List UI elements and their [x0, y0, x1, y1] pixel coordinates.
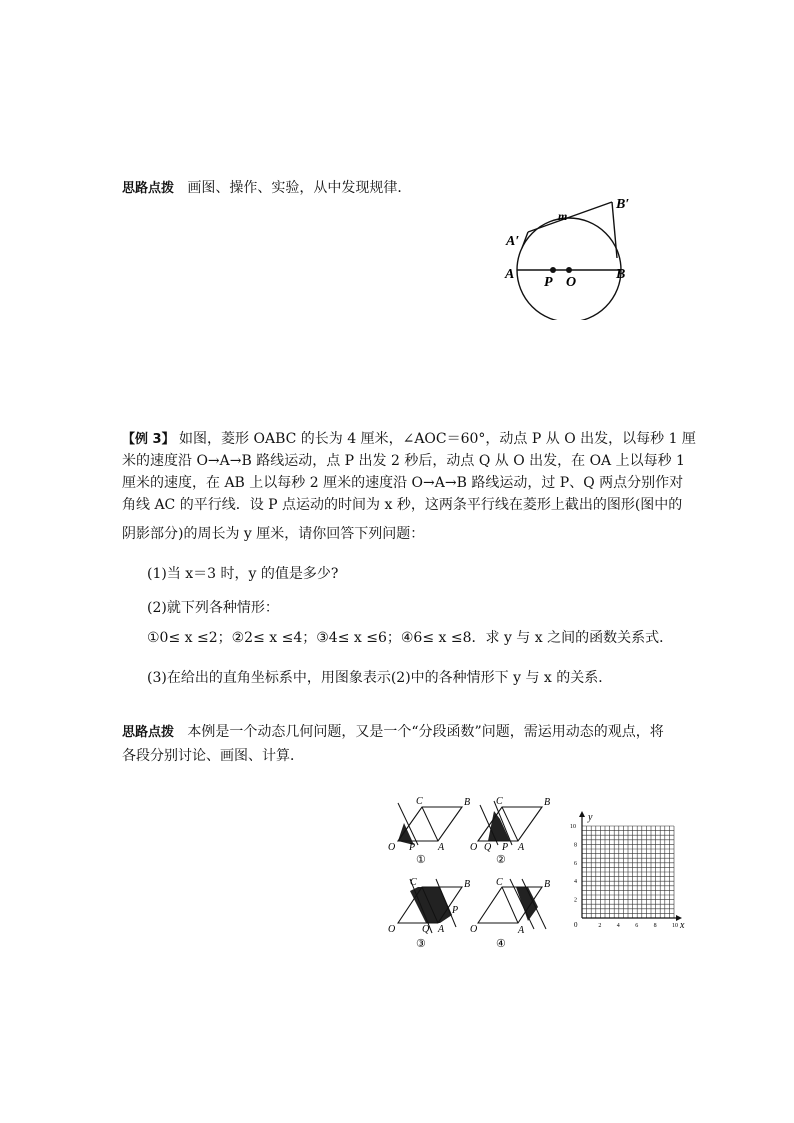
coordinate-grid [568, 808, 688, 930]
label-b: B [616, 267, 626, 282]
shaded-region [488, 811, 510, 841]
question-2: (2)就下列各种情形： [147, 600, 279, 616]
rhombus-figure-3 [388, 877, 470, 950]
origin-label: 0 [574, 921, 578, 929]
x-tick-label: 10 [672, 923, 678, 929]
figure-number: ④ [496, 938, 506, 950]
rhombus-figure-2 [470, 796, 550, 866]
x-tick-label: 2 [598, 923, 602, 929]
label-c: C [416, 796, 423, 807]
rhombus-figure-1 [388, 796, 470, 866]
hint2-text-1: 本例是一个动态几何问题，又是一个“分段函数”问题，需运用动态的观点，将 [187, 724, 664, 740]
label-q: Q [422, 924, 430, 935]
diagonal-ac [422, 807, 438, 841]
figure-number: ③ [416, 938, 426, 950]
circle-figure [500, 190, 650, 320]
label-a: A [505, 267, 515, 282]
label-c: C [496, 796, 503, 807]
grid-lines [582, 826, 674, 918]
hint1-label: 思路点拨 [122, 181, 175, 196]
example3-line-5: 阴影部分)的周长为 y 厘米，请你回答下列问题： [122, 526, 425, 542]
y-tick-label: 8 [574, 842, 577, 849]
diagonal-ac [502, 887, 518, 923]
label-o: O [388, 924, 396, 935]
label-a: A [518, 925, 525, 936]
x-axis-label: x [680, 920, 685, 930]
label-o: O [388, 842, 396, 853]
shaded-region [516, 887, 538, 921]
label-p: P [502, 842, 509, 853]
label-o: O [470, 924, 478, 935]
label-aprime: A′ [506, 234, 520, 249]
hint2-line-1 [122, 722, 664, 743]
label-q: Q [484, 842, 492, 853]
rhombus-figure-4 [470, 877, 550, 950]
y-tick-label: 4 [574, 879, 577, 886]
label-o: O [566, 275, 577, 290]
y-tick-label: 6 [574, 860, 577, 867]
example3-label: 【例 3】 [122, 432, 175, 447]
label-p: P [452, 905, 459, 916]
label-c: C [496, 877, 503, 888]
label-b: B [544, 879, 551, 890]
question-1: (1)当 x＝3 时，y 的值是多少? [147, 566, 339, 582]
x-tick-label: 4 [616, 923, 620, 929]
x-tick-label: 8 [653, 923, 657, 929]
question-2-cases: ①0≤ x ≤2；②2≤ x ≤4；③4≤ x ≤6；④6≤ x ≤8．求 y 与 x 之间的函数关系式． [147, 630, 674, 646]
y-axis-label: y [588, 812, 593, 823]
x-tick-labels [598, 923, 678, 929]
label-b: B [464, 879, 471, 890]
shaded-region [410, 887, 452, 923]
label-bprime: B′ [616, 197, 630, 212]
label-o: O [470, 842, 478, 853]
label-p: P [409, 842, 416, 853]
y-tick-labels [570, 824, 577, 904]
rhombus-figures [380, 795, 565, 960]
example3-line-1 [122, 429, 696, 450]
example3-text-1: 如图，菱形 OABC 的长为 4 厘米，∠AOC＝60°，动点 P 从 O 出发，以每秒 1 厘 [179, 431, 696, 447]
hint2-label: 思路点拨 [122, 725, 175, 740]
label-b: B [544, 797, 551, 808]
point-p [550, 267, 556, 273]
x-tick-label: 6 [635, 923, 639, 929]
y-tick-label: 10 [570, 824, 576, 830]
label-a: A [438, 842, 445, 853]
y-tick-label: 2 [574, 897, 577, 904]
label-c: C [410, 877, 417, 888]
figure-number: ① [416, 854, 426, 866]
example3-line-4: 角线 AC 的平行线．设 P 点运动的时间为 x 秒，这两条平行线在菱形上截出的图形(图中的 [122, 497, 683, 513]
question-3: (3)在给出的直角坐标系中，用图象表示(2)中的各种情形下 y 与 x 的关系． [147, 670, 613, 686]
example3-line-2: 米的速度沿 O→A→B 路线运动，点 P 出发 2 秒后，动点 Q 从 O 出发，在 OA 上以每秒 1 [122, 453, 685, 469]
hint1-line [122, 178, 411, 199]
y-axis-arrow [579, 811, 585, 817]
example3-line-3: 厘米的速度，在 AB 上以每秒 2 厘米的速度沿 O→A→B 路线运动，过 P、Q 两点分别作对 [122, 475, 684, 491]
hint1-text: 画图、操作、实验，从中发现规律． [187, 180, 412, 196]
label-m: m [558, 209, 568, 223]
label-a: A [438, 924, 445, 935]
label-a: A [518, 842, 525, 853]
label-p: P [544, 275, 553, 290]
hint2-line-2: 各段分别讨论、画图、计算． [122, 748, 304, 764]
figure-number: ② [496, 854, 506, 866]
point-o [566, 267, 572, 273]
label-b: B [464, 797, 471, 808]
